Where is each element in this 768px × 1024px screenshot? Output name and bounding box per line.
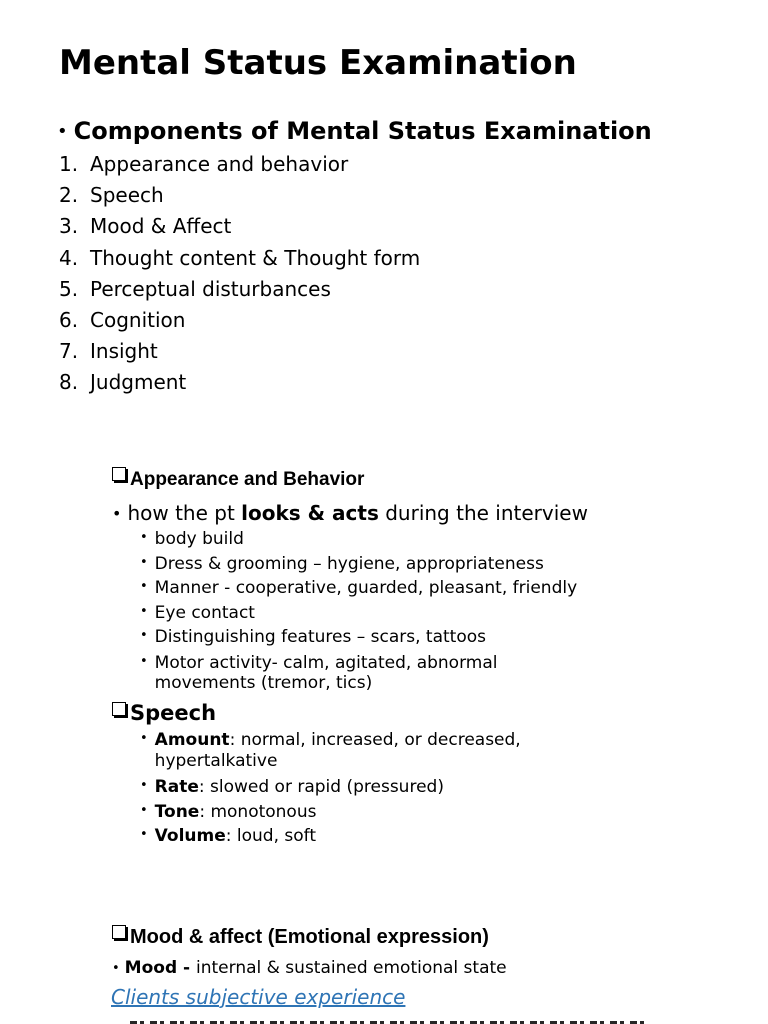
item-text [155,730,575,771]
list-item [140,625,570,650]
appearance-heading [112,469,364,491]
list-item [140,552,570,577]
mood-definition [112,958,507,978]
checkbox-bullet-icon [112,925,126,939]
list-item [140,576,578,601]
list-item [59,367,420,398]
bullet-icon: • [140,603,148,619]
item-number: 8. [59,370,79,395]
item-text [155,824,316,849]
item-text: Mood & Affect [90,214,232,239]
item-text: Appearance and behavior [90,152,349,176]
mood-term: Mood - [124,958,197,978]
speech-term: Amount [154,730,230,750]
list-item [140,601,570,626]
speech-term: Volume [154,826,226,846]
item-text: body build [154,529,244,549]
appearance-intro [112,499,588,529]
mood-heading-text: Mood & affect (Emotional expression) [130,926,489,948]
bullet-icon: • [112,504,122,523]
subjective-experience-link[interactable]: Clients subjective experience [111,985,406,1009]
speech-list [140,730,580,849]
item-text: Motor activity- calm, agitated, abnormal movements (tremor, tics) [154,652,498,693]
item-text: Eye contact [154,602,255,623]
list-item [59,180,420,211]
list-item [59,274,420,305]
list-item [140,775,580,800]
bullet-icon: • [140,802,148,818]
list-item [59,243,420,274]
list-item [59,211,420,242]
components-heading-text: Components of Mental Status Examination [73,117,652,145]
components-heading [57,115,652,150]
bullet-icon: • [112,961,120,976]
intro-text-end: during the interview [378,501,588,525]
item-text: Perceptual disturbances [90,276,331,301]
list-item [59,336,420,367]
list-item [140,730,580,771]
speech-desc: : slowed or rapid (pressured) [198,777,444,797]
item-number: 5. [59,276,79,301]
item-number: 6. [59,307,79,332]
list-item [59,149,420,180]
bullet-icon: • [140,579,148,594]
item-text [155,775,444,800]
item-text [155,800,317,825]
bullet-icon: • [140,778,148,793]
list-item [59,305,420,336]
item-number: 1. [59,152,79,176]
bullet-icon: • [140,530,148,545]
item-text: Judgment [90,370,187,395]
item-number: 7. [59,339,79,364]
checkbox-bullet-icon [112,702,126,716]
speech-desc: : monotonous [199,801,317,822]
bullet-icon: • [140,628,148,643]
intro-text: how the pt [127,501,242,525]
list-item [140,800,580,825]
speech-heading [112,701,216,725]
appearance-heading-text: Appearance and Behavior [130,469,365,490]
intro-bold-text: looks & acts [241,501,379,525]
item-text: Insight [90,339,158,364]
speech-heading-text: Speech [130,701,217,725]
bullet-icon: • [57,121,68,142]
components-list [59,149,420,399]
speech-desc: : normal, increased, or decreased, hypertalkative [154,730,521,771]
page-title: Mental Status Examination [59,43,577,83]
list-item [140,824,580,849]
item-text: Thought content & Thought form [90,245,421,270]
bullet-icon: • [140,731,148,746]
item-text: Cognition [90,307,186,332]
speech-term: Rate [154,777,199,797]
item-number: 2. [59,183,79,208]
mood-desc: internal & sustained emotional state [196,958,507,978]
mood-heading [112,926,489,949]
cutoff-text-line [130,1018,650,1024]
speech-term: Tone [154,801,200,822]
item-text: Distinguishing features – scars, tattoos [154,627,487,647]
bullet-icon: • [140,554,148,570]
list-item [140,653,570,694]
bullet-icon: • [140,827,148,842]
checkbox-bullet-icon [112,467,126,481]
item-number: 3. [59,214,79,239]
bullet-icon: • [140,653,148,669]
item-text: Dress & grooming – hygiene, appropriateness [154,553,544,574]
item-number: 4. [59,245,79,270]
item-text: Speech [90,183,164,208]
speech-desc: : loud, soft [225,826,317,846]
appearance-list [140,527,578,694]
list-item [140,527,570,552]
item-text: Manner - cooperative, guarded, pleasant, friendly [154,578,578,598]
